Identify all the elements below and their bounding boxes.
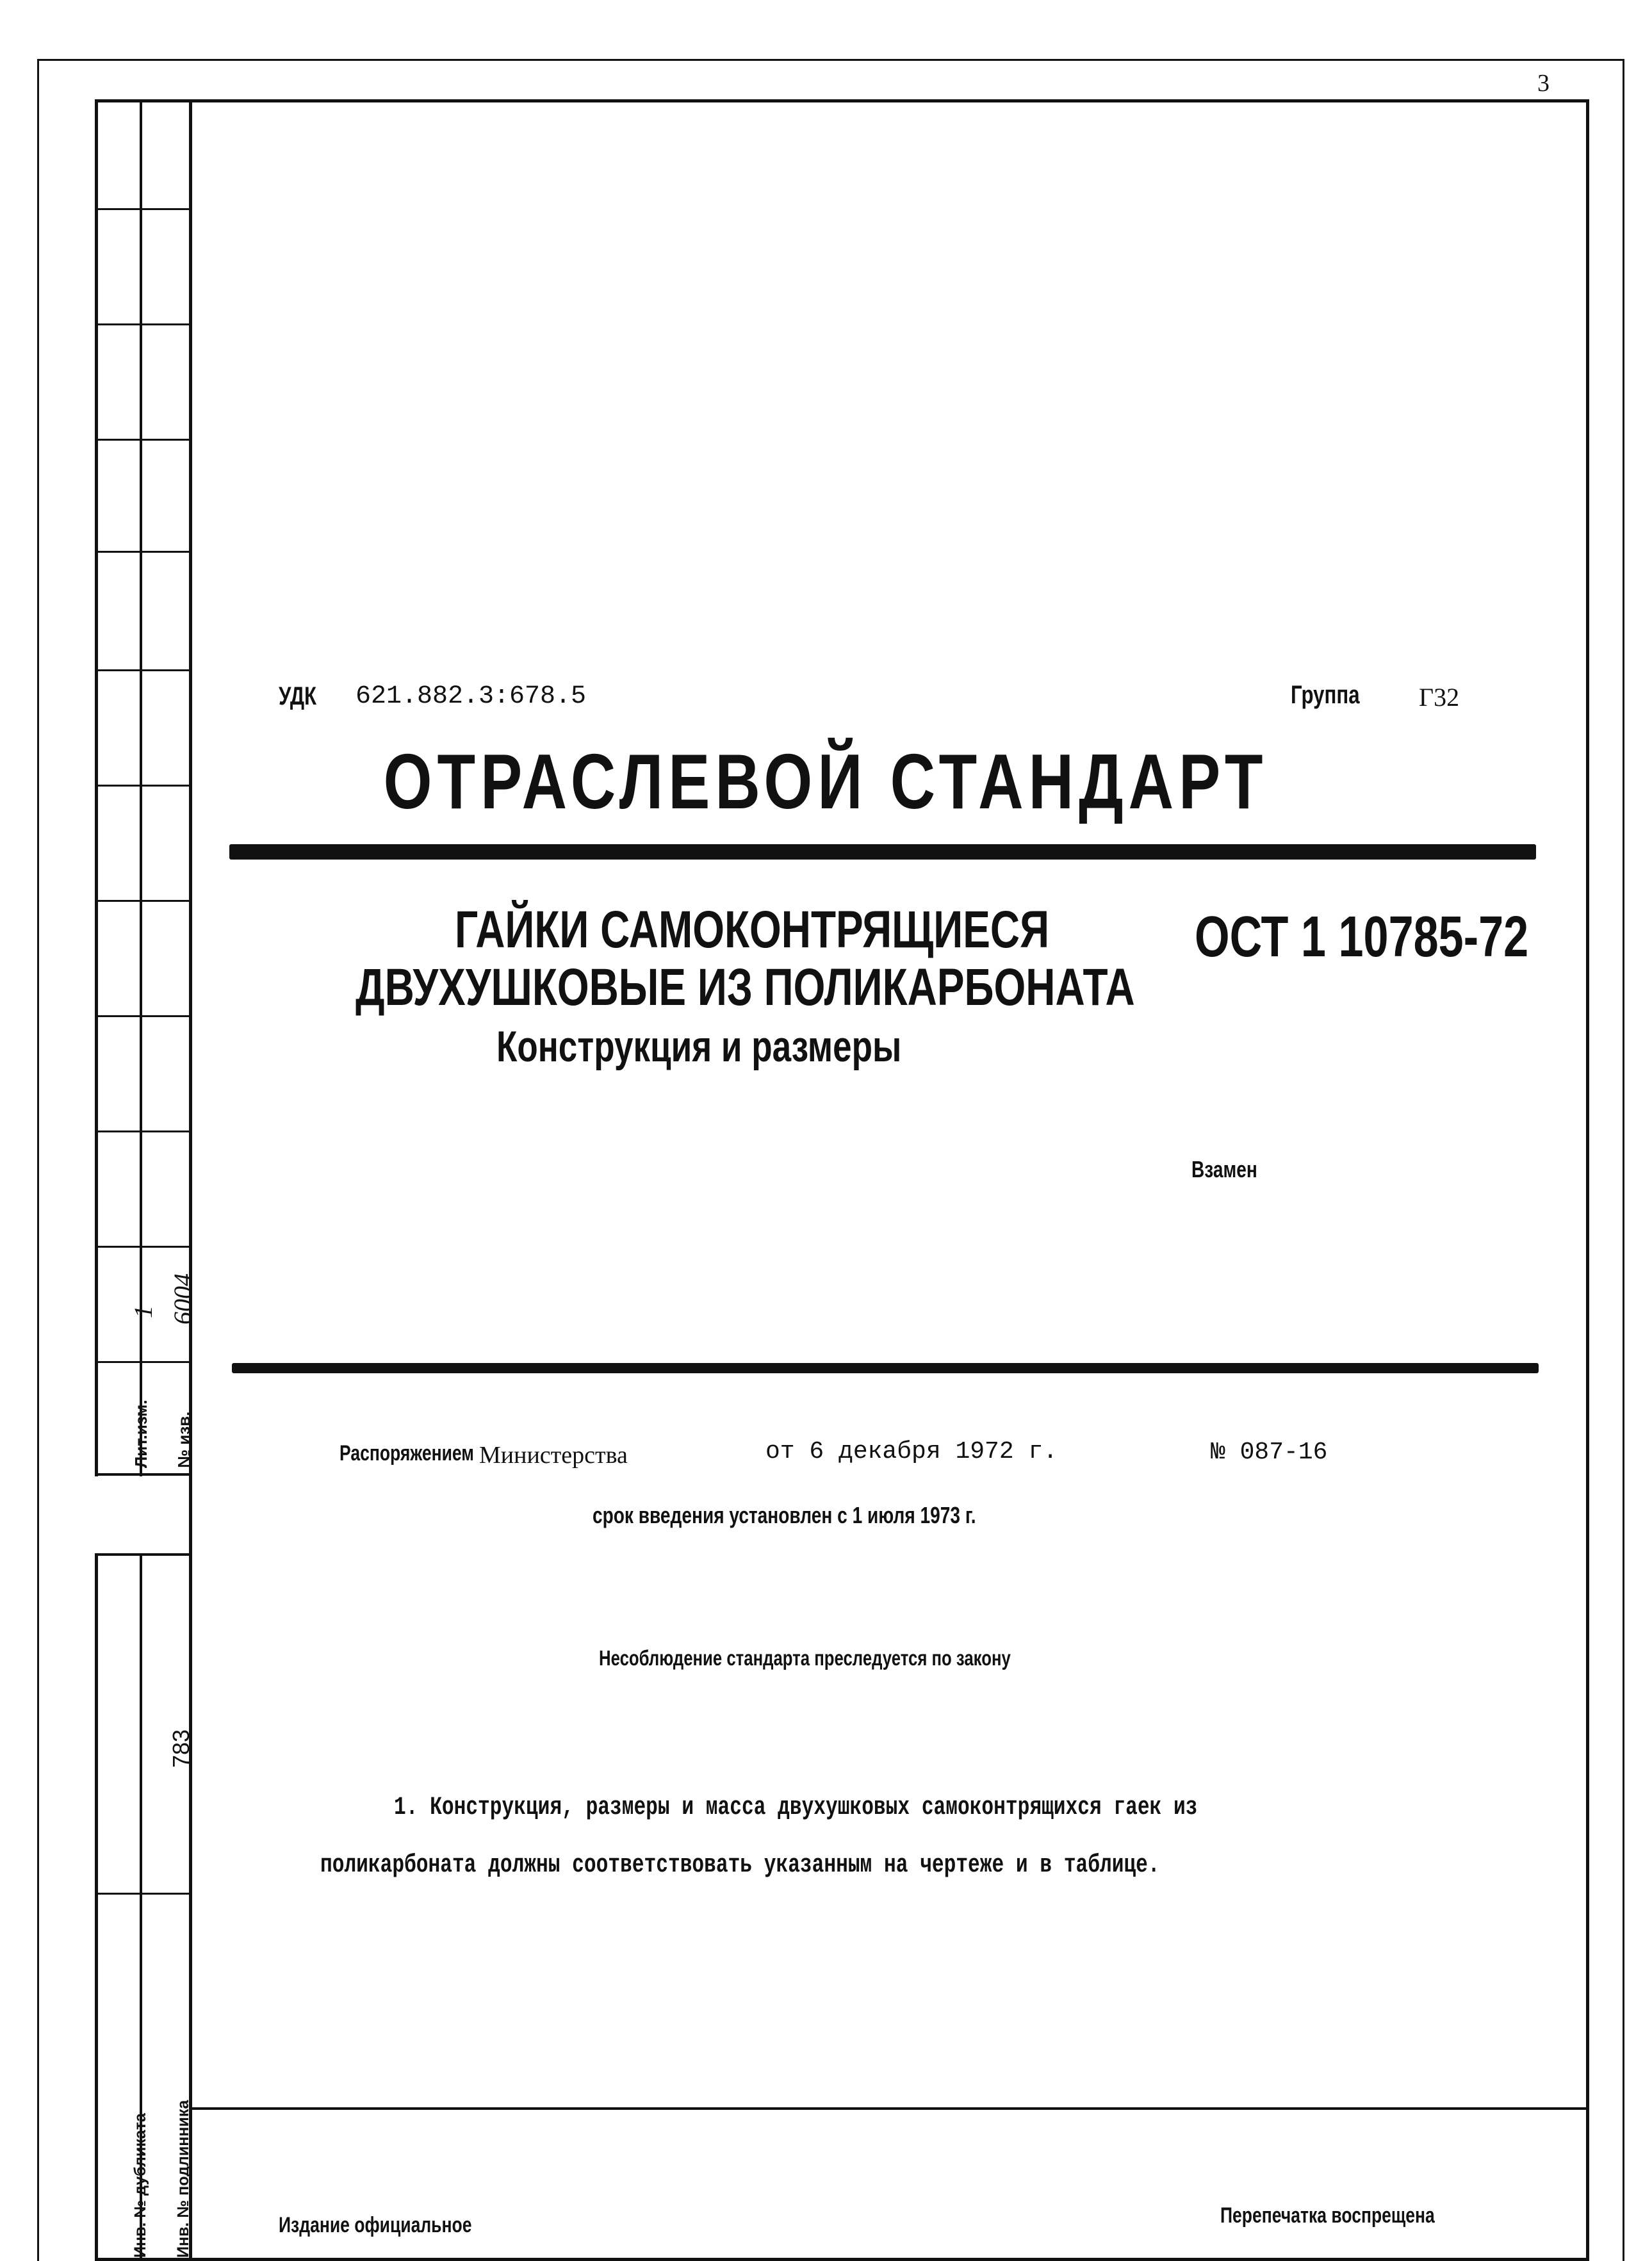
outer-frame-top xyxy=(37,59,1624,61)
outer-frame-right xyxy=(1623,59,1624,2261)
side-panel-lower-top xyxy=(95,1553,191,1556)
clause-1-line-2: поликарбоната должны соответствовать указанным на чертеже и в таблице. xyxy=(320,1851,1160,1880)
footer-rule xyxy=(189,2107,1589,2110)
outer-frame-left xyxy=(37,59,39,2261)
order-date: от 6 декабря 1972 г. xyxy=(765,1438,1058,1465)
inner-frame-bottom xyxy=(95,2258,1589,2261)
effective-date: срок введения установлен с 1 июля 1973 г. xyxy=(593,1502,976,1528)
side-lit-change-value: 1 xyxy=(129,1305,158,1318)
side-panel-divider xyxy=(95,551,191,553)
order-number: № 087-16 xyxy=(1211,1439,1328,1466)
side-panel-divider xyxy=(95,208,191,210)
side-doc-change-label: № изв. xyxy=(174,1411,193,1468)
legal-warning: Несоблюдение стандарта преследуется по закону xyxy=(599,1646,1011,1670)
subject-line-1: ГАЙКИ САМОКОНТРЯЩИЕСЯ xyxy=(455,901,1050,959)
order-authority: Министерства xyxy=(479,1442,628,1469)
content-frame-left xyxy=(189,99,192,2261)
side-inv-original-label: Инв. № подлинника xyxy=(174,2100,192,2258)
order-label: Распоряжением xyxy=(339,1441,474,1465)
side-panel-divider xyxy=(95,1473,191,1476)
side-inv-duplicate-label: Инв. № дубликата xyxy=(131,2113,149,2258)
udk-label: УДК xyxy=(279,682,317,710)
side-panel-lower-divider xyxy=(95,1893,191,1895)
udk-value: 621.882.3:678.5 xyxy=(356,682,587,711)
side-inv-original-value: 783 xyxy=(168,1729,194,1768)
side-panel-divider xyxy=(95,900,191,902)
footer-official-edition: Издание официальное xyxy=(279,2213,472,2237)
clause-1-line-1: 1. Конструкция, размеры и масса двухушковых самоконтрящихся гаек из xyxy=(394,1793,1198,1822)
group-label: Группа xyxy=(1291,681,1360,709)
standard-number: ОСТ 1 10785-72 xyxy=(1195,905,1529,969)
side-panel-divider xyxy=(95,439,191,441)
footer-reprint-prohibited: Перепечатка воспрещена xyxy=(1220,2203,1435,2228)
title-rule-bottom xyxy=(232,1363,1539,1373)
side-lit-change-label: Лит.изм. xyxy=(131,1400,151,1468)
side-doc-change-value: 6004 xyxy=(168,1273,197,1325)
side-panel-divider xyxy=(95,323,191,325)
subject-line-3: Конструкция и размеры xyxy=(496,1022,902,1071)
side-panel-lower-left xyxy=(95,1553,98,2261)
replaces-label: Взамен xyxy=(1191,1156,1257,1182)
inner-frame-top xyxy=(95,99,1589,102)
side-panel-divider xyxy=(95,1361,191,1363)
inner-frame-right xyxy=(1586,99,1589,2261)
side-panel-divider xyxy=(95,1015,191,1017)
side-panel-divider xyxy=(95,1246,191,1248)
side-panel-divider xyxy=(95,1130,191,1132)
page-number: 3 xyxy=(1537,70,1550,97)
group-value: Г32 xyxy=(1419,683,1460,712)
side-panel-divider xyxy=(95,669,191,671)
title-rule-top xyxy=(229,844,1536,860)
subject-line-2: ДВУХУШКОВЫЕ ИЗ ПОЛИКАРБОНАТА xyxy=(356,958,1135,1016)
document-title: ОТРАСЛЕВОЙ СТАНДАРТ xyxy=(384,738,1268,825)
